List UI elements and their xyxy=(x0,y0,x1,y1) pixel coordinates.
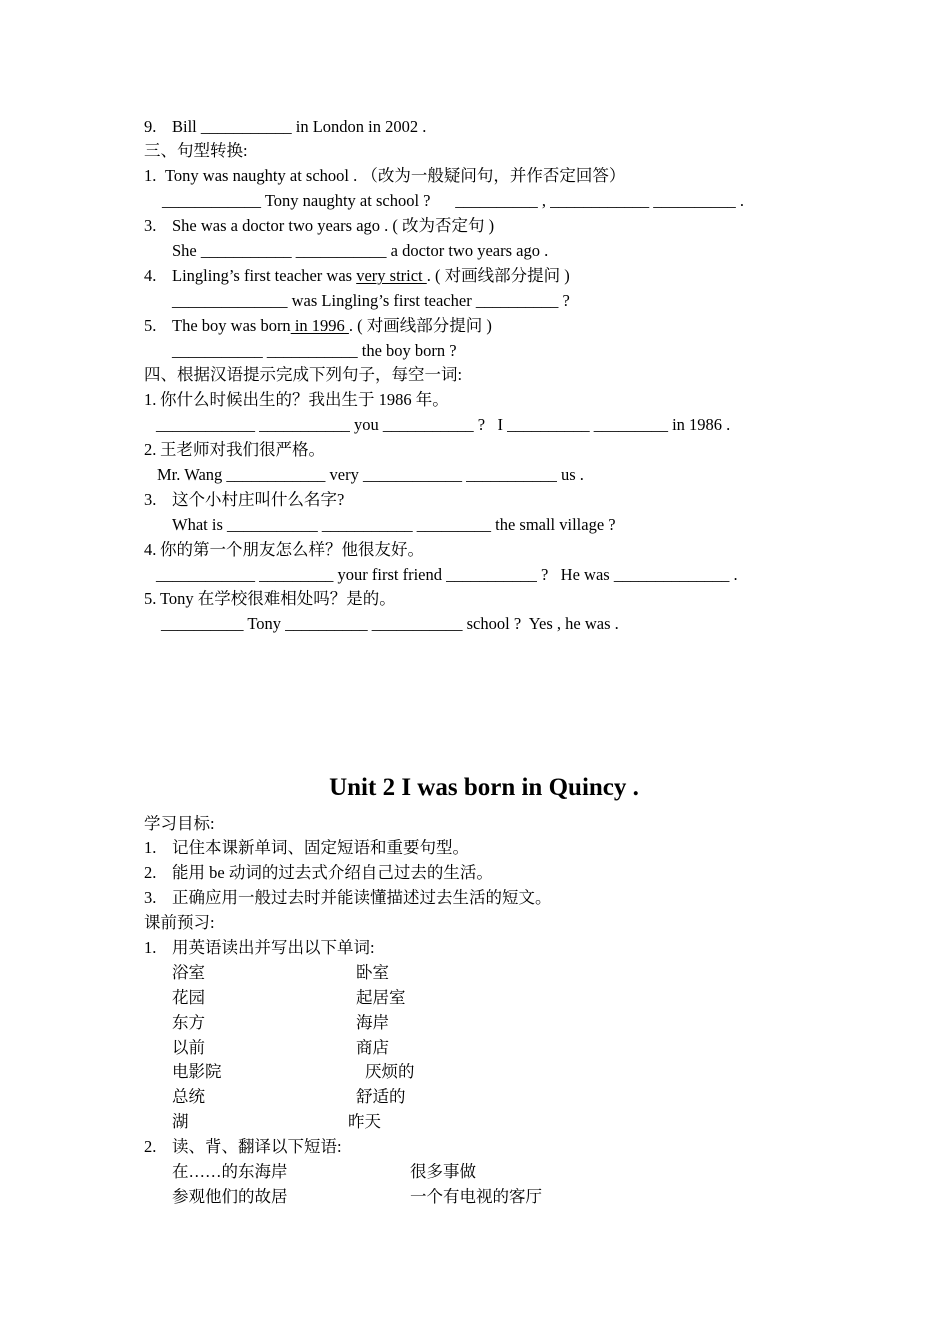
objectives-heading-line xyxy=(0,812,950,837)
item-prompt: Tony was naughty at school . xyxy=(165,166,358,186)
item-number: 2. xyxy=(144,863,157,883)
item-prompt-line xyxy=(172,314,492,339)
underlined-phrase: in 1996 xyxy=(290,315,349,335)
word-right: 厌烦的 xyxy=(365,1062,415,1082)
item-number: 1. xyxy=(144,838,157,858)
answer-blanks: __________ Tony __________ ___________ school ? Yes , he was . xyxy=(161,614,619,634)
transformation-heading-line xyxy=(0,139,950,164)
item-instruction: （改为一般疑问句，并作否定回答） xyxy=(361,166,626,186)
word-row xyxy=(0,986,950,1011)
answer-blanks: Mr. Wang ____________ very ____________ ___________ us . xyxy=(157,464,584,484)
phrase-row xyxy=(0,1185,950,1210)
completion-item-3 xyxy=(0,488,950,513)
words-task xyxy=(0,936,950,961)
answer-blanks: ____________ ___________ you ___________ ? I __________ _________ in 1986 . xyxy=(156,415,731,435)
objective-text: 记住本课新单词、固定短语和重要句型。 xyxy=(172,838,469,858)
transformation-item-4 xyxy=(0,264,950,289)
preview-heading: 课前预习: xyxy=(144,913,215,933)
phrase-right: 很多事做 xyxy=(410,1161,476,1181)
phrase-right: 一个有电视的客厅 xyxy=(410,1186,542,1206)
item-instruction: ( 对画线部分提问 ) xyxy=(435,265,570,285)
completion-item-4-answer xyxy=(0,563,950,588)
chinese-prompt: 你什么时候出生的？我出生于 1986 年。 xyxy=(160,390,449,410)
word-row xyxy=(0,1110,950,1135)
answer-blanks: ______________ was Lingling’s first teacher __________ ? xyxy=(172,290,570,310)
item-number: 3. xyxy=(144,888,157,908)
word-right: 舒适的 xyxy=(356,1087,406,1107)
item-number: 9. xyxy=(144,116,157,136)
completion-item-4 xyxy=(0,538,950,563)
phrase-left: 在……的东海岸 xyxy=(172,1161,288,1181)
objective-item xyxy=(0,886,950,911)
chinese-prompt: 这个小村庄叫什么名字? xyxy=(172,489,345,509)
item-number: 1. xyxy=(144,390,157,410)
answer-blanks: ____________ Tony naughty at school ? __________ , ____________ __________ . xyxy=(162,191,744,211)
objectives-heading: 学习目标: xyxy=(144,813,215,833)
item-prompt-line xyxy=(165,164,625,189)
preview-heading-line xyxy=(0,911,950,936)
phrase-left: 参观他们的故居 xyxy=(172,1186,288,1206)
objective-item xyxy=(0,836,950,861)
item-prompt: She was a doctor two years ago . xyxy=(172,216,389,236)
completion-item-5 xyxy=(0,587,950,612)
transformation-item-4-answer xyxy=(0,289,950,314)
word-right: 昨天 xyxy=(348,1112,381,1132)
underlined-phrase: very strict xyxy=(356,265,427,285)
item-number: 3. xyxy=(144,216,157,236)
word-right: 海岸 xyxy=(356,1012,389,1032)
item-number: 1. xyxy=(144,937,157,957)
item-number: 2. xyxy=(144,1137,157,1157)
unit-title: Unit 2 I was born in Quincy . xyxy=(329,774,639,801)
objective-text: 正确应用一般过去时并能读懂描述过去生活的短文。 xyxy=(172,888,552,908)
word-left: 电影院 xyxy=(172,1062,222,1082)
answer-blanks: ___________ ___________ the boy born ? xyxy=(172,340,457,360)
word-left: 湖 xyxy=(172,1112,189,1132)
item-text: Bill ___________ in London in 2002 . xyxy=(172,116,427,136)
transformation-item-1-answer xyxy=(0,189,950,214)
objective-text: 能用 be 动词的过去式介绍自己过去的生活。 xyxy=(172,863,493,883)
phrase-row xyxy=(0,1160,950,1185)
section-heading: 三、句型转换: xyxy=(144,141,248,161)
word-left: 东方 xyxy=(172,1012,205,1032)
item-number: 4. xyxy=(144,265,157,285)
word-row xyxy=(0,961,950,986)
item-prompt-line xyxy=(172,264,570,289)
word-row xyxy=(0,1060,950,1085)
word-left: 浴室 xyxy=(172,962,205,982)
item-prompt-before: The boy was born xyxy=(172,315,291,335)
completion-item-2 xyxy=(0,438,950,463)
transformation-item-1 xyxy=(0,164,950,189)
exercise-item-9 xyxy=(0,115,950,140)
word-row xyxy=(0,1011,950,1036)
transformation-item-3-answer xyxy=(0,239,950,264)
answer-blanks: What is ___________ ___________ _________ the small village ? xyxy=(172,514,616,534)
task-text: 读、背、翻译以下短语: xyxy=(172,1137,342,1157)
word-right: 卧室 xyxy=(356,962,389,982)
item-number: 5. xyxy=(144,589,157,609)
item-number: 2. xyxy=(144,440,157,460)
word-row xyxy=(0,1085,950,1110)
transformation-item-3 xyxy=(0,214,950,239)
word-right: 起居室 xyxy=(356,987,406,1007)
completion-item-5-answer xyxy=(0,612,950,637)
section-heading: 四、根据汉语提示完成下列句子，每空一词: xyxy=(144,365,463,385)
chinese-prompt: Tony 在学校很难相处吗？是的。 xyxy=(160,589,396,609)
task-text: 用英语读出并写出以下单词: xyxy=(172,937,375,957)
chinese-prompt: 你的第一个朋友怎么样？他很友好。 xyxy=(160,539,424,559)
answer-blanks: She ___________ ___________ a doctor two years ago . xyxy=(172,240,549,260)
item-prompt-after: . xyxy=(348,315,354,335)
completion-heading-line xyxy=(0,363,950,388)
word-right: 商店 xyxy=(356,1037,389,1057)
transformation-item-5-answer xyxy=(0,339,950,364)
unit-section xyxy=(0,812,950,1210)
item-prompt-line xyxy=(172,214,494,239)
item-prompt-before: Lingling’s first teacher was xyxy=(172,265,357,285)
word-left: 总统 xyxy=(172,1087,205,1107)
word-row xyxy=(0,1036,950,1061)
item-number: 5. xyxy=(144,315,157,335)
chinese-prompt: 王老师对我们很严格。 xyxy=(160,440,325,460)
item-instruction: ( 改为否定句 ) xyxy=(392,216,495,236)
completion-item-1 xyxy=(0,388,950,413)
item-instruction: ( 对画线部分提问 ) xyxy=(357,315,492,335)
item-number: 1. xyxy=(144,166,157,186)
word-left: 花园 xyxy=(172,987,205,1007)
phrases-task xyxy=(0,1135,950,1160)
exercise-section xyxy=(0,115,950,638)
item-number: 4. xyxy=(144,539,157,559)
item-prompt-after: . xyxy=(426,265,431,285)
objective-item xyxy=(0,861,950,886)
completion-item-2-answer xyxy=(0,463,950,488)
completion-item-1-answer xyxy=(0,413,950,438)
item-number: 3. xyxy=(144,489,157,509)
transformation-item-5 xyxy=(0,314,950,339)
completion-item-3-answer xyxy=(0,513,950,538)
answer-blanks: ____________ _________ your first friend ___________ ? He was ______________ . xyxy=(156,564,738,584)
word-left: 以前 xyxy=(172,1037,205,1057)
